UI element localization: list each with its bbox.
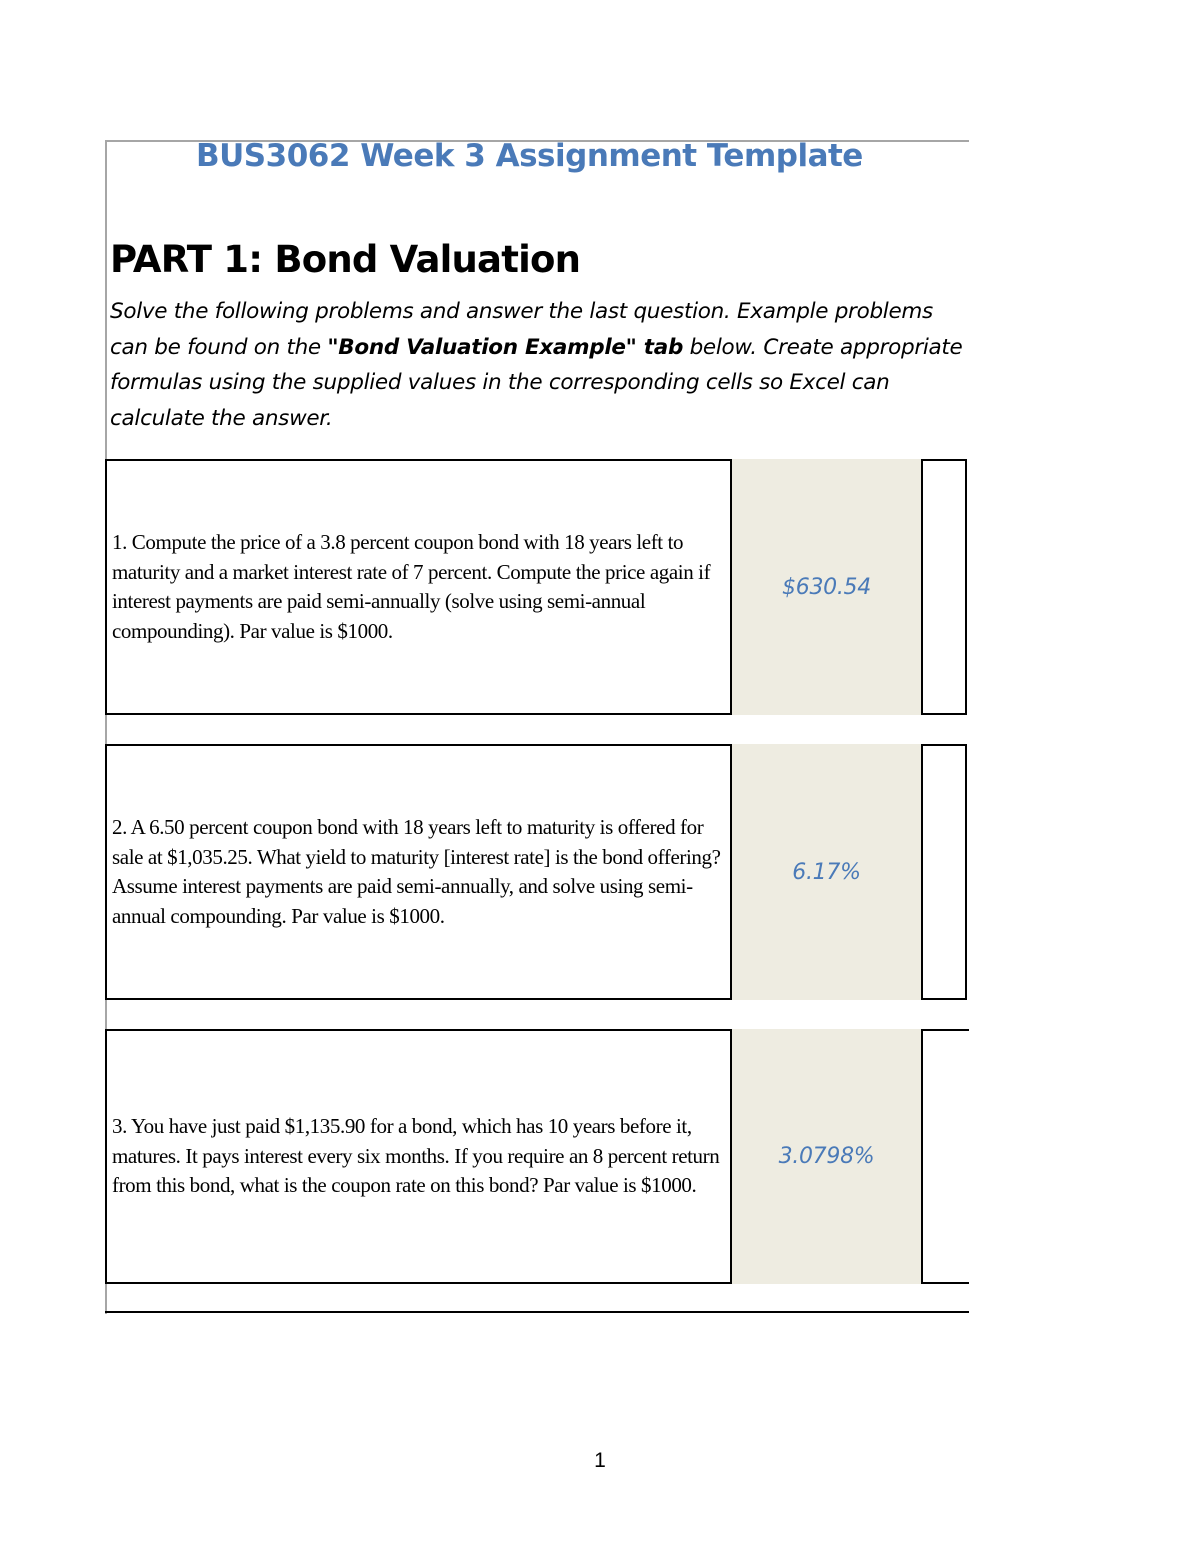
document-title: BUS3062 Week 3 Assignment Template	[196, 138, 863, 174]
answer-cell[interactable]	[730, 1029, 923, 1284]
answer-value: $630.54	[782, 574, 871, 600]
answer-cell[interactable]	[730, 744, 923, 1000]
problem-row-2	[105, 744, 967, 1000]
problem-row-3	[105, 1029, 969, 1284]
question-text: 1. Compute the price of a 3.8 percent coupon bond with 18 years left to maturity and a market interest rate of 7 percent. Compute the price again if interest payments are paid semi-annually (solve using semi-annual compounding). Par value is $1000.	[112, 530, 711, 643]
sheet-bottom-border	[105, 1311, 969, 1313]
question-text: 2. A 6.50 percent coupon bond with 18 years left to maturity is offered for sale at $1,035.25. What yield to maturity [interest rate] is the bond offering? Assume interest payments are paid semi-annually, and solve using semi-annual compounding. Par value is $1000.	[112, 815, 721, 928]
instructions-paragraph	[110, 294, 970, 436]
page-number: 1	[594, 1449, 606, 1472]
instructions-text-start: Solve the following problems and answer the last question. Example problems can be found on the	[110, 299, 933, 360]
part-heading: PART 1: Bond Valuation	[110, 238, 581, 281]
question-cell	[107, 746, 732, 998]
answer-cell[interactable]	[730, 459, 923, 715]
question-text: 3. You have just paid $1,135.90 for a bond, which has 10 years before it, matures. It pays interest every six months. If you require an 8 percent return from this bond, what is the coupon rate on this bond? Par value is $1000.	[112, 1114, 720, 1198]
question-cell	[107, 461, 732, 713]
problem-row-1	[105, 459, 967, 715]
instructions-tab-reference: "Bond Valuation Example" tab	[327, 334, 684, 360]
answer-value: 6.17%	[792, 859, 861, 885]
question-cell	[107, 1031, 732, 1282]
instructions-text-end: below. Create appropriate formulas using the supplied values in the corresponding cells so Excel can calculate the answer.	[110, 334, 963, 431]
answer-value: 3.0798%	[778, 1144, 875, 1169]
